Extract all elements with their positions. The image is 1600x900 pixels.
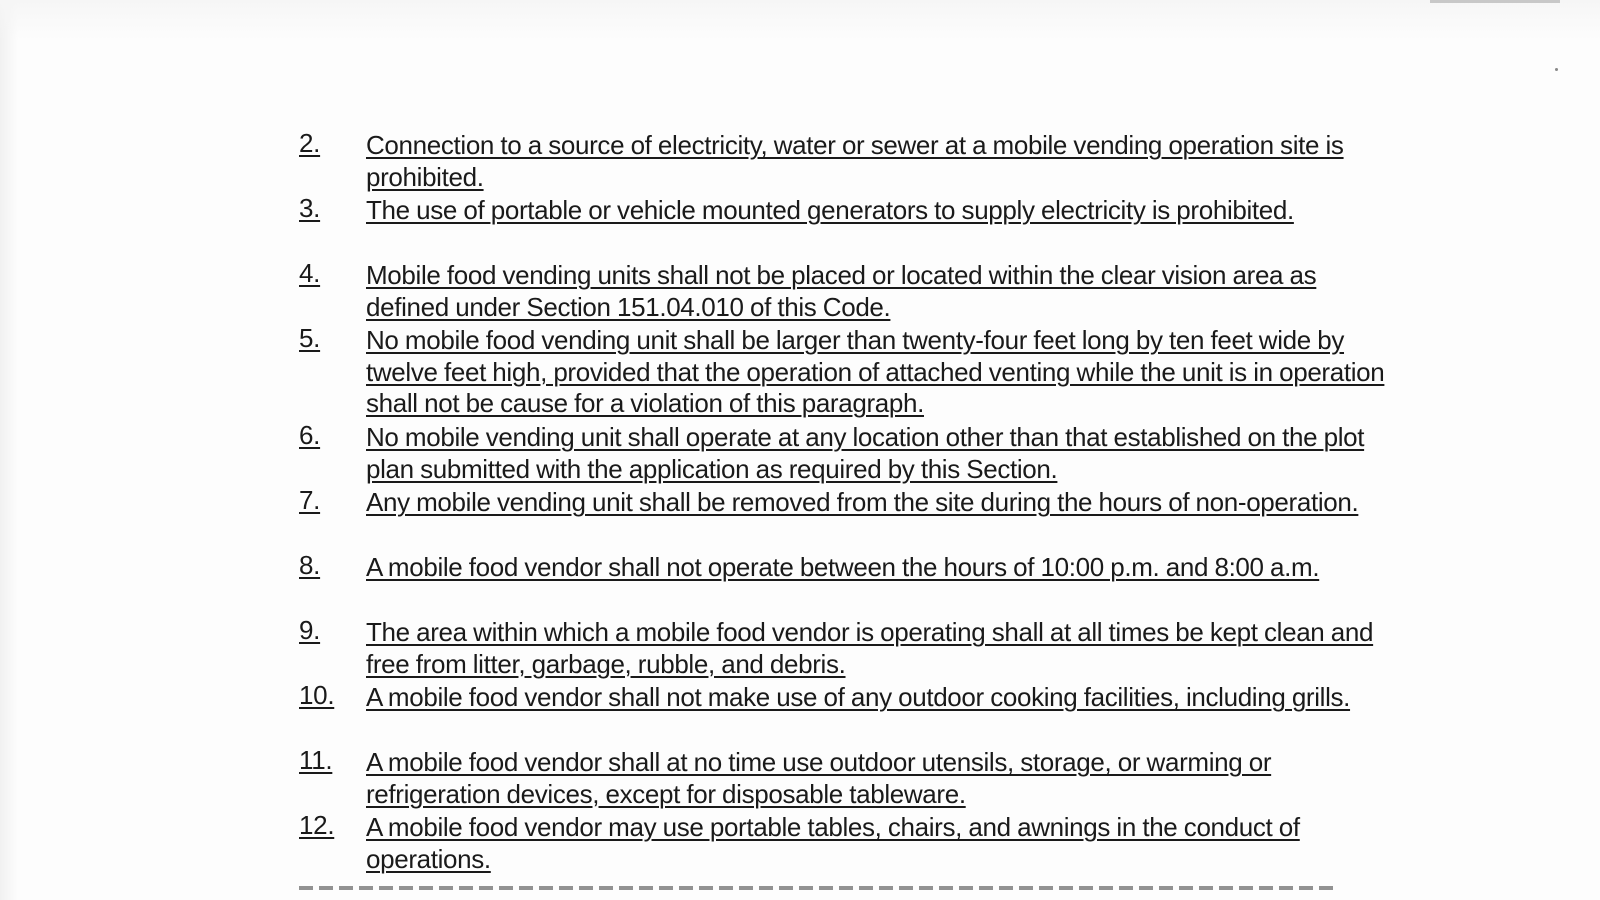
item-text: The area within which a mobile food vendor is operating shall at all times be kept clean and free from litter, garbage, rubble, and debris.	[366, 617, 1374, 679]
item-number: 8.	[299, 550, 321, 580]
item-number: 10.	[299, 680, 335, 710]
item-text: The use of portable or vehicle mounted generators to supply electricity is prohibited.	[366, 195, 1294, 225]
item-text: No mobile vending unit shall operate at any location other than that established on the plot plan submitted with the application as required by this Section.	[366, 422, 1365, 484]
item-text: No mobile food vending unit shall be larger than twenty-four feet long by ten feet wide by twelve feet high, provided that the operation of attached venting while the unit is in operation shall not be cause for a violation of this paragraph.	[366, 325, 1385, 418]
item-number: 3.	[299, 193, 321, 223]
item-text: Connection to a source of electricity, water or sewer at a mobile vending operation site is prohibited.	[366, 130, 1344, 192]
scan-artifact-top	[1430, 0, 1560, 3]
item-number: 5.	[299, 323, 321, 353]
clipped-next-line	[299, 880, 1339, 892]
item-number: 11.	[299, 745, 333, 775]
item-number: 9.	[299, 615, 321, 645]
item-number: 7.	[299, 485, 321, 515]
item-text: Any mobile vending unit shall be removed from the site during the hours of non-operation.	[366, 487, 1359, 517]
scan-speck	[1555, 68, 1558, 71]
item-text: Mobile food vending units shall not be placed or located within the clear vision area as defined under Section 151.04.010 of this Code.	[366, 260, 1317, 322]
scan-shadow-left	[0, 0, 18, 900]
item-number: 2.	[299, 128, 321, 158]
item-text: A mobile food vendor shall not operate between the hours of 10:00 p.m. and 8:00 a.m.	[366, 552, 1320, 582]
item-text: A mobile food vendor may use portable tables, chairs, and awnings in the conduct of operations.	[366, 812, 1300, 874]
scan-shadow-top	[0, 0, 1600, 40]
item-number: 12.	[299, 810, 335, 840]
item-text: A mobile food vendor shall not make use of any outdoor cooking facilities, including grills.	[366, 682, 1351, 712]
item-number: 4.	[299, 258, 321, 288]
item-number: 6.	[299, 420, 321, 450]
item-text: A mobile food vendor shall at no time use outdoor utensils, storage, or warming or refrigeration devices, except for disposable tableware.	[366, 747, 1272, 809]
